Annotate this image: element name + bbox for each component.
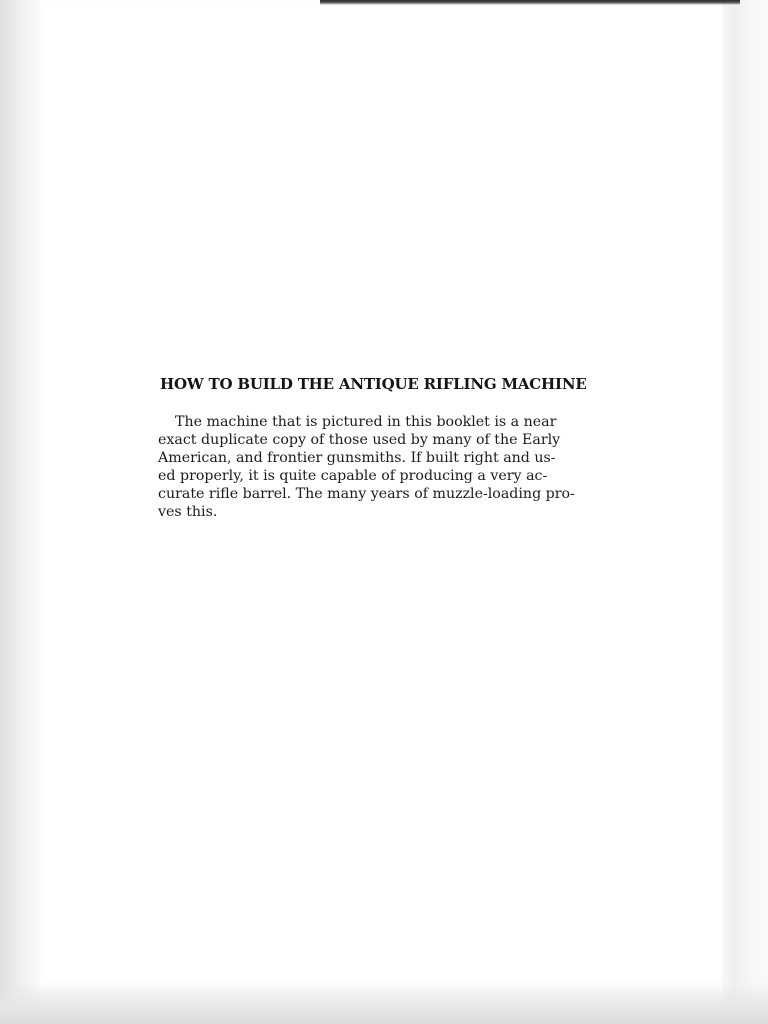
paragraph-line: The machine that is pictured in this booklet is a near [175,414,557,430]
paragraph-line: ves this. [158,504,218,520]
paragraph-line: curate rifle barrel. The many years of muzzle-loading pro- [158,486,575,502]
page-edge [722,0,768,1024]
binding-shadow [0,0,40,1024]
paragraph-line: ed properly, it is quite capable of producing a very ac- [158,468,548,484]
document-title: HOW TO BUILD THE ANTIQUE RIFLING MACHINE [160,375,587,393]
intro-paragraph [158,413,618,521]
paragraph-line: American, and frontier gunsmiths. If built right and us- [158,450,556,466]
scan-edge [320,0,740,5]
paragraph-line: exact duplicate copy of those used by many of the Early [158,432,561,448]
bottom-shadow [0,982,768,1024]
